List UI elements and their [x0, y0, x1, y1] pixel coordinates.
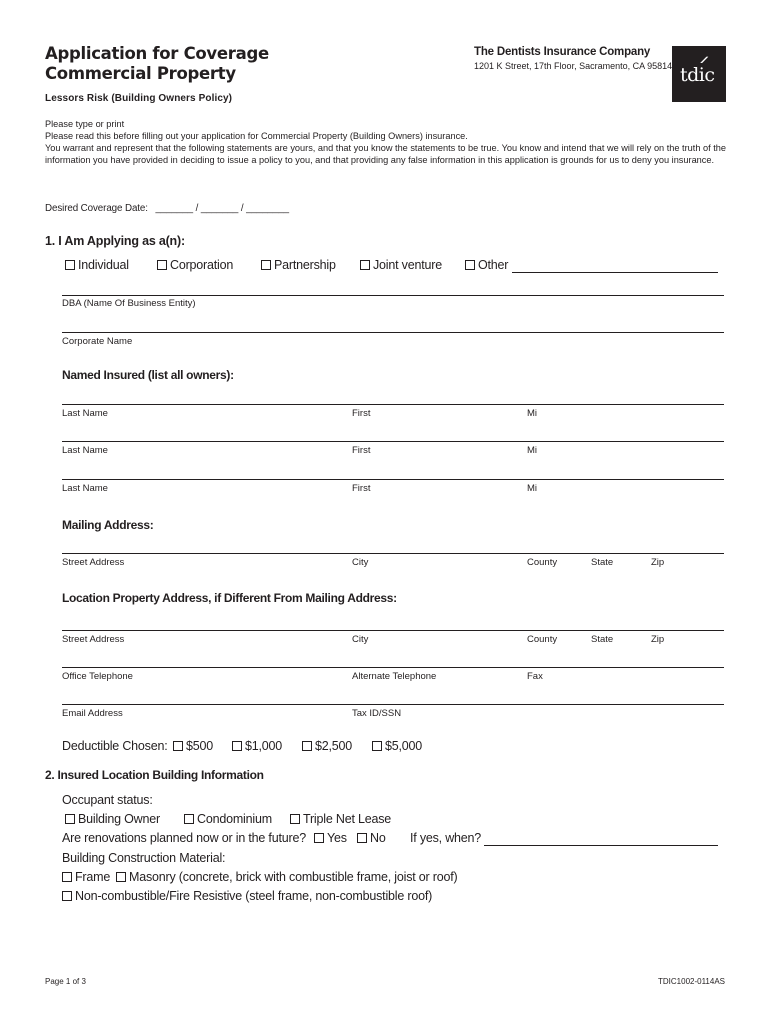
coverage-date-row — [45, 203, 289, 214]
renovations-label: Are renovations planned now or in the future? — [62, 831, 306, 845]
if-yes-when-label: If yes, when? — [410, 831, 482, 845]
corporate-name-field[interactable] — [62, 332, 724, 333]
tax-id-label: Tax ID/SSN — [352, 708, 402, 719]
option-label: Condominium — [197, 812, 272, 826]
zip-label: Zip — [651, 557, 665, 568]
option-label: Individual — [78, 258, 129, 272]
checkbox-icon[interactable] — [65, 260, 75, 270]
option-label: Joint venture — [373, 258, 442, 272]
deductible-500[interactable] — [173, 739, 213, 753]
checkbox-icon[interactable] — [184, 814, 194, 824]
named-insured-row-1-field[interactable] — [62, 404, 724, 405]
mailing-address-field[interactable] — [62, 553, 724, 554]
renovation-date-field[interactable] — [484, 845, 718, 846]
applicant-type-partnership[interactable] — [261, 258, 336, 272]
checkbox-icon[interactable] — [314, 833, 324, 843]
zip-label: Zip — [651, 634, 665, 645]
checkbox-icon[interactable] — [372, 741, 382, 751]
section-2-heading: 2. Insured Location Building Information — [45, 768, 264, 782]
page-number: Page 1 of 3 — [45, 977, 86, 986]
coverage-date-field[interactable]: _______ / _______ / ________ — [155, 203, 289, 214]
named-insured-heading: Named Insured (list all owners): — [62, 368, 234, 382]
deductible-1000[interactable] — [232, 739, 282, 753]
email-label: Email Address — [62, 708, 123, 719]
company-address: 1201 K Street, 17th Floor, Sacramento, CA 95814 — [474, 61, 673, 71]
renovations-no[interactable] — [357, 831, 386, 845]
named-insured-row-2-field[interactable] — [62, 441, 724, 442]
company-name: The Dentists Insurance Company — [474, 46, 651, 58]
named-insured-row-3-field[interactable] — [62, 479, 724, 480]
form-title-line1: Application for Coverage — [45, 44, 269, 63]
checkbox-icon[interactable] — [62, 891, 72, 901]
mi-label: Mi — [527, 445, 538, 456]
street-address-label: Street Address — [62, 634, 125, 645]
option-label: Yes — [327, 831, 347, 845]
option-label: Non-combustible/Fire Resistive (steel frame, non-combustible roof) — [75, 889, 433, 903]
intro-line: Please read this before filling out your application for Commercial Property (Building Owners) insurance. — [45, 131, 468, 141]
construction-non-combustible[interactable] — [62, 889, 432, 903]
checkbox-icon[interactable] — [62, 872, 72, 882]
renovations-yes[interactable] — [314, 831, 347, 845]
construction-masonry[interactable] — [116, 870, 457, 884]
intro-heading: Please type or print — [45, 119, 125, 129]
telephone-field[interactable] — [62, 667, 724, 668]
applicant-type-other[interactable] — [465, 258, 508, 272]
option-label: Partnership — [274, 258, 336, 272]
option-label: $2,500 — [315, 739, 353, 753]
occupant-status-label: Occupant status: — [62, 793, 153, 807]
office-telephone-label: Office Telephone — [62, 671, 133, 682]
state-label: State — [591, 634, 614, 645]
mailing-address-heading: Mailing Address: — [62, 518, 154, 532]
checkbox-icon[interactable] — [302, 741, 312, 751]
form-code: TDIC1002-0114AS — [658, 977, 725, 986]
occupant-building-owner[interactable] — [65, 812, 160, 826]
form-subtitle: Lessors Risk (Building Owners Policy) — [45, 93, 233, 104]
first-name-label: First — [352, 445, 371, 456]
dba-label: DBA (Name Of Business Entity) — [62, 298, 196, 309]
last-name-label: Last Name — [62, 483, 108, 494]
checkbox-icon[interactable] — [232, 741, 242, 751]
section-1-heading: 1. I Am Applying as a(n): — [45, 234, 185, 248]
location-address-field[interactable] — [62, 630, 724, 631]
last-name-label: Last Name — [62, 445, 108, 456]
option-label: Building Owner — [78, 812, 160, 826]
tdic-logo — [672, 46, 726, 102]
street-address-label: Street Address — [62, 557, 125, 568]
other-specify-field[interactable] — [512, 272, 718, 273]
checkbox-icon[interactable] — [261, 260, 271, 270]
option-label: Frame — [75, 870, 111, 884]
city-label: City — [352, 634, 369, 645]
last-name-label: Last Name — [62, 408, 108, 419]
corporate-name-label: Corporate Name — [62, 336, 133, 347]
first-name-label: First — [352, 408, 371, 419]
option-label: Other — [478, 258, 509, 272]
checkbox-icon[interactable] — [290, 814, 300, 824]
applicant-type-individual[interactable] — [65, 258, 129, 272]
intro-paragraph: You warrant and represent that the following statements are yours, and that you know the statements to be true. You know and intend that we will rely on the truth of the information you have provided in deciding to issue a policy to you, and that providing any false information in this application is grounds for us to deny you insurance. — [45, 143, 726, 166]
checkbox-icon[interactable] — [173, 741, 183, 751]
option-label: Corporation — [170, 258, 234, 272]
email-tax-field[interactable] — [62, 704, 724, 705]
state-label: State — [591, 557, 614, 568]
applicant-type-joint-venture[interactable] — [360, 258, 442, 272]
county-label: County — [527, 557, 558, 568]
logo-mark-icon: ∕∕∕ — [701, 55, 707, 65]
applicant-type-corporation[interactable] — [157, 258, 233, 272]
option-label: $500 — [186, 739, 214, 753]
location-address-heading: Location Property Address, if Different From Mailing Address: — [62, 591, 397, 605]
mi-label: Mi — [527, 483, 538, 494]
construction-frame[interactable] — [62, 870, 110, 884]
construction-material-label: Building Construction Material: — [62, 851, 226, 865]
option-label: No — [370, 831, 386, 845]
option-label: $5,000 — [385, 739, 423, 753]
option-label: $1,000 — [245, 739, 283, 753]
option-label: Masonry (concrete, brick with combustible frame, joist or roof) — [129, 870, 458, 884]
checkbox-icon[interactable] — [360, 260, 370, 270]
first-name-label: First — [352, 483, 371, 494]
alternate-telephone-label: Alternate Telephone — [352, 671, 437, 682]
deductible-label: Deductible Chosen: — [62, 739, 168, 753]
option-label: Triple Net Lease — [303, 812, 392, 826]
county-label: County — [527, 634, 558, 645]
logo-text: tdic — [680, 64, 715, 86]
occupant-triple-net-lease[interactable] — [290, 812, 391, 826]
form-title-line2: Commercial Property — [45, 64, 236, 83]
coverage-date-label: Desired Coverage Date: — [45, 203, 148, 214]
dba-field[interactable] — [62, 295, 724, 296]
occupant-condominium[interactable] — [184, 812, 272, 826]
checkbox-icon[interactable] — [65, 814, 75, 824]
checkbox-icon[interactable] — [157, 260, 167, 270]
deductible-2500[interactable] — [302, 739, 352, 753]
city-label: City — [352, 557, 369, 568]
deductible-5000[interactable] — [372, 739, 422, 753]
checkbox-icon[interactable] — [357, 833, 367, 843]
mi-label: Mi — [527, 408, 538, 419]
fax-label: Fax — [527, 671, 543, 682]
checkbox-icon[interactable] — [465, 260, 475, 270]
checkbox-icon[interactable] — [116, 872, 126, 882]
